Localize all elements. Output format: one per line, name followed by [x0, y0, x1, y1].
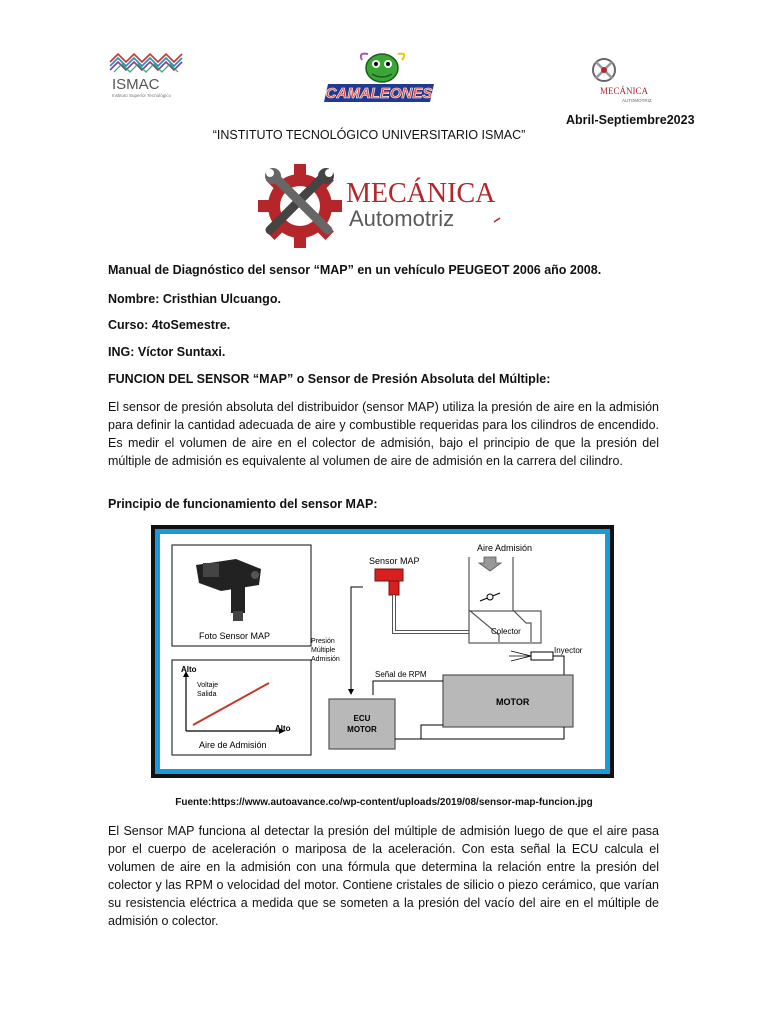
mecanica-small-logo — [590, 56, 656, 108]
gear-icon — [258, 164, 342, 248]
sensor-label: Sensor MAP — [369, 556, 420, 566]
paragraph-operation: El Sensor MAP funciona al detectar la presión del múltiple de admisión luego de que el aire pasa por el cuerpo de aceleración o mariposa de la aceleración. Con esta señal la ECU calcula el volumen de aire en la admisión con una fórmula que determina la relación entre la presión del colector y las RPM o velocidad del motor. Contiene cristales de silicio o piezo cerámico, que varían su resistencia eléctrica a medida que se someten a la presión del vacío del aire en el múltiple de admisión o colector. — [108, 824, 659, 928]
air-intake-label: Aire Admisión — [477, 543, 533, 553]
student-name: Nombre: Cristhian Ulcuango. — [108, 292, 281, 306]
date-text: Abril-Septiembre2023 — [566, 113, 695, 127]
graph-y-label-1: Voltaje — [197, 682, 219, 689]
institution-title: “INSTITUTO TECNOLÓGICO UNIVERSITARIO ISMAC” — [212, 128, 526, 142]
ecu-label-2: MOTOR — [347, 725, 377, 734]
graph-y-label-2: Salida — [197, 691, 217, 698]
rpm-label: Señal de RPM — [375, 670, 427, 679]
pressure-label-1: Presión — [311, 638, 335, 645]
ecu-label-1: ECU — [353, 714, 371, 723]
paragraph-function: El sensor de presión absoluta del distribuidor (sensor MAP) utiliza la presión de aire en la admisión para definir la cantidad adecuada de aire y combustible requeridas para los cilindros de encendido. Es medir el volumen de aire en el colector de admisión, bajo el principio de que la presión del múltiple de admisión es equivalente al volumen de aire de admisión en la carrera del cilindro. — [108, 400, 659, 468]
ismac-logo-subtext: Instituto Superior Tecnológico — [112, 93, 171, 98]
principle-heading: Principio de funcionamiento del sensor MAP: — [108, 497, 378, 511]
mecanica-automotriz-logo — [256, 162, 516, 250]
engineer-text: ING: Víctor Suntaxi. — [108, 345, 226, 359]
mecanica-small-logo-text: MECÁNICA — [600, 86, 649, 96]
collector-label: Colector — [491, 627, 521, 636]
manual-title: Manual de Diagnóstico del sensor “MAP” en un vehículo PEUGEOT 2006 año 2008. — [108, 263, 602, 277]
course-text: Curso: 4toSemestre. — [108, 318, 231, 332]
banner-subtitle: Automotriz — [349, 206, 455, 231]
banner-title: MECÁNICA — [346, 178, 496, 209]
function-heading: FUNCION DEL SENSOR “MAP” o Sensor de Presión Absoluta del Múltiple: — [108, 372, 551, 386]
map-sensor-diagram — [151, 525, 614, 778]
pressure-label-3: Admisión — [311, 656, 340, 663]
pressure-label-2: Múltiple — [311, 647, 336, 654]
ismac-logo-text: ISMAC — [112, 76, 160, 93]
injector-label: Inyector — [554, 646, 583, 655]
mecanica-small-logo-subtext: AUTOMOTRIZ — [622, 98, 652, 103]
photo-label: Foto Sensor MAP — [199, 631, 271, 641]
camaleones-logo-text: CAMALEONES — [325, 85, 433, 102]
motor-label: MOTOR — [496, 697, 530, 707]
graph-x-label: Aire de Admisión — [199, 740, 267, 750]
source-citation: Fuente:https://www.autoavance.co/wp-content/uploads/2019/08/sensor-map-funcion.jpg — [175, 797, 593, 808]
ismac-logo — [108, 52, 188, 100]
graph-x-high: Alto — [275, 724, 291, 733]
graph-y-high: Alto — [181, 665, 197, 674]
camaleones-logo — [322, 50, 440, 110]
